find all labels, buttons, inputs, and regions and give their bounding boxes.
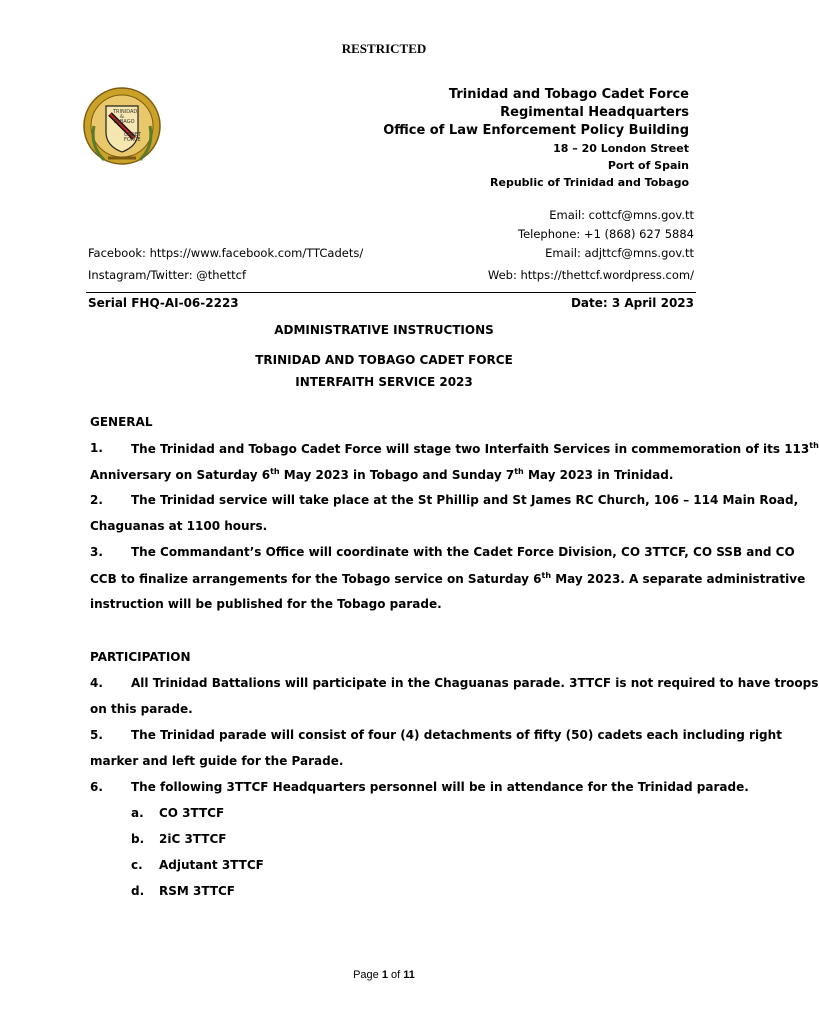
serial-number: Serial FHQ-AI-06-2223 bbox=[88, 296, 239, 310]
superscript: th bbox=[514, 467, 524, 476]
para-1-line-2 bbox=[90, 467, 673, 482]
page-number: 1 bbox=[381, 969, 388, 981]
crest-text-1: TRINIDAD bbox=[113, 109, 138, 115]
superscript: th bbox=[541, 571, 552, 580]
para-number: 2. bbox=[90, 493, 103, 507]
para-1-text-b: Anniversary on Saturday 6 bbox=[90, 468, 271, 482]
list-item-letter: a. bbox=[131, 806, 144, 820]
address-country: Republic of Trinidad and Tobago bbox=[490, 176, 689, 189]
list-item-letter: d. bbox=[131, 884, 145, 898]
para-3-line-3: instruction will be published for the Tobago parade. bbox=[90, 597, 442, 611]
page-total: 11 bbox=[403, 969, 415, 981]
crest-text-5: FORCE bbox=[124, 137, 141, 143]
classification-marking: RESTRICTED bbox=[341, 41, 427, 56]
para-3-line-2 bbox=[90, 571, 805, 586]
para-4-line-1: All Trinidad Battalions will participate in the Chaguanas parade. 3TTCF is not required to have troops bbox=[131, 676, 819, 690]
list-item-text: 2iC 3TTCF bbox=[159, 832, 227, 846]
page-footer bbox=[0, 969, 768, 981]
para-6-line-1: The following 3TTCF Headquarters personnel will be in attendance for the Trinidad parade. bbox=[131, 780, 749, 794]
list-item-text: RSM 3TTCF bbox=[159, 884, 236, 898]
para-1-line-1 bbox=[131, 441, 819, 456]
crest-text-3: TOBAGO bbox=[113, 119, 135, 125]
contact-email-adjutant: Email: adjttcf@mns.gov.tt bbox=[545, 246, 694, 260]
para-1-text-c: May 2023 in Tobago and Sunday 7 bbox=[279, 468, 515, 482]
para-1-text-d: May 2023 in Trinidad. bbox=[523, 468, 674, 482]
doc-title-admin: ADMINISTRATIVE INSTRUCTIONS bbox=[274, 323, 494, 337]
superscript: th bbox=[270, 467, 280, 476]
doc-title-event: INTERFAITH SERVICE 2023 bbox=[295, 375, 473, 389]
of-label: of bbox=[391, 969, 401, 981]
para-1-text-a: The Trinidad and Tobago Cadet Force will stage two Interfaith Services in commemoration of its 113 bbox=[131, 442, 810, 456]
list-item-letter: c. bbox=[131, 858, 143, 872]
para-3-line-1: The Commandant’s Office will coordinate with the Cadet Force Division, CO 3TTCF, CO SSB and CO bbox=[131, 545, 795, 559]
para-number: 4. bbox=[90, 676, 103, 690]
para-2-line-1: The Trinidad service will take place at the St Phillip and St James RC Church, 106 – 114 Main Road, bbox=[131, 493, 799, 507]
organization-address-block bbox=[383, 86, 689, 191]
list-item-text: Adjutant 3TTCF bbox=[159, 858, 264, 872]
para-5-line-2: marker and left guide for the Parade. bbox=[90, 754, 344, 768]
para-number: 1. bbox=[90, 441, 103, 455]
list-item-text: CO 3TTCF bbox=[159, 806, 225, 820]
para-2-line-2: Chaguanas at 1100 hours. bbox=[90, 519, 268, 533]
org-hq: Regimental Headquarters bbox=[500, 105, 689, 120]
para-4-line-2: on this parade. bbox=[90, 702, 193, 716]
section-heading-participation: PARTICIPATION bbox=[90, 650, 191, 664]
cadet-force-crest-logo bbox=[80, 86, 164, 170]
para-number: 3. bbox=[90, 545, 103, 559]
contact-email-commandant: Email: cottcf@mns.gov.tt bbox=[549, 208, 694, 222]
para-3-text-b: May 2023. A separate administrative bbox=[551, 572, 806, 586]
superscript: th bbox=[809, 441, 819, 450]
list-item-letter: b. bbox=[131, 832, 145, 846]
contact-instagram-twitter: Instagram/Twitter: @thettcf bbox=[88, 268, 247, 282]
header-divider bbox=[86, 292, 696, 293]
document-date: Date: 3 April 2023 bbox=[570, 296, 694, 310]
para-number: 6. bbox=[90, 780, 103, 794]
para-number: 5. bbox=[90, 728, 103, 742]
address-street: 18 – 20 London Street bbox=[553, 142, 689, 155]
para-3-text-a: CCB to finalize arrangements for the Tobago service on Saturday 6 bbox=[90, 572, 542, 586]
org-name: Trinidad and Tobago Cadet Force bbox=[448, 87, 689, 102]
section-heading-general: GENERAL bbox=[90, 415, 153, 429]
crest-text-2: & bbox=[120, 114, 124, 120]
contact-facebook: Facebook: https://www.facebook.com/TTCadets/ bbox=[88, 246, 364, 260]
page-label: Page bbox=[353, 969, 379, 981]
crest-text-4: CADET bbox=[124, 132, 141, 138]
org-building: Office of Law Enforcement Policy Building bbox=[383, 123, 689, 138]
doc-title-org: TRINIDAD AND TOBAGO CADET FORCE bbox=[255, 353, 513, 367]
contact-web: Web: https://thettcf.wordpress.com/ bbox=[487, 268, 694, 282]
para-5-line-1: The Trinidad parade will consist of four (4) detachments of fifty (50) cadets each including right bbox=[131, 728, 782, 742]
contact-telephone: Telephone: +1 (868) 627 5884 bbox=[518, 227, 694, 241]
address-city: Port of Spain bbox=[607, 159, 689, 172]
